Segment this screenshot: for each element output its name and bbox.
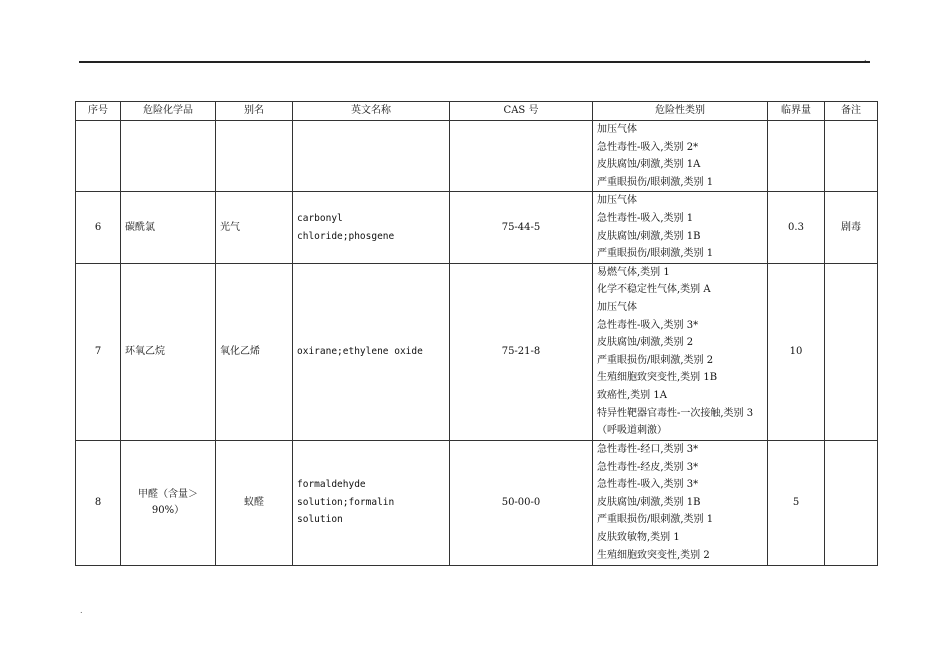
cell-remark (825, 263, 878, 440)
hazard-line: 生殖细胞致突变性,类别 1B (597, 372, 718, 384)
cell-alias: 光气 (216, 192, 293, 263)
cell-remark: 剧毒 (825, 192, 878, 263)
cell-threshold: 10 (768, 263, 825, 440)
cell-remark (825, 121, 878, 192)
cell-threshold: 5 (768, 440, 825, 565)
cell-no: 6 (76, 192, 121, 263)
corner-mark-bottom: . (80, 606, 83, 615)
cell-cas: 75-21-8 (450, 263, 593, 440)
hazard-line: 急性毒性-吸入,类别 3* (597, 319, 699, 331)
hazard-line: 皮肤致敏物,类别 1 (597, 532, 680, 544)
hazard-line: 急性毒性-经皮,类别 3* (597, 461, 699, 473)
header-chemical-name: 危险化学品 (121, 102, 216, 121)
table-row (76, 121, 878, 192)
hazard-line: 化学不稳定性气体,类别 A (597, 284, 711, 296)
cell-alias (216, 121, 293, 192)
header-no: 序号 (76, 102, 121, 121)
cell-remark (825, 440, 878, 565)
cell-chemical-name: 甲醛（含量＞90%） (121, 440, 216, 565)
cell-hazard-category (593, 440, 768, 565)
cell-chemical-name: 环氧乙烷 (121, 263, 216, 440)
cell-no: 7 (76, 263, 121, 440)
cell-english-name: oxirane;ethylene oxide (293, 263, 450, 440)
hazard-line: 严重眼损伤/眼刺激,类别 2 (597, 354, 714, 366)
cell-chemical-name (121, 121, 216, 192)
hazard-line: 加压气体 (597, 301, 637, 313)
hazardous-chemicals-table (75, 101, 878, 566)
cell-alias: 蚁醛 (216, 440, 293, 565)
header-hazard-category: 危险性类别 (593, 102, 768, 121)
cell-no: 8 (76, 440, 121, 565)
hazard-line: 加压气体 (597, 195, 637, 207)
hazard-line: 皮肤腐蚀/刺激,类别 1A (597, 159, 701, 171)
table-row (76, 263, 878, 440)
cell-alias: 氧化乙烯 (216, 263, 293, 440)
corner-mark-top: . (864, 54, 867, 63)
hazard-line: 严重眼损伤/眼刺激,类别 1 (597, 176, 714, 188)
cell-threshold (768, 121, 825, 192)
table-row (76, 192, 878, 263)
hazard-line: 生殖细胞致突变性,类别 2 (597, 549, 710, 561)
hazard-line: 急性毒性-吸入,类别 2* (597, 141, 699, 153)
hazard-line: 易燃气体,类别 1 (597, 266, 670, 278)
cell-hazard-category (593, 121, 768, 192)
header-alias: 别名 (216, 102, 293, 121)
cell-cas: 75-44-5 (450, 192, 593, 263)
header-cas: CAS 号 (450, 102, 593, 121)
header-english-name: 英文名称 (293, 102, 450, 121)
cell-english-name: formaldehyde solution;formalin solution (293, 440, 450, 565)
cell-english-name: carbonyl chloride;phosgene (293, 192, 450, 263)
hazard-line: 急性毒性-吸入,类别 1 (597, 212, 694, 224)
hazard-line: 加压气体 (597, 124, 637, 135)
cell-threshold: 0.3 (768, 192, 825, 263)
hazard-line: 皮肤腐蚀/刺激,类别 1B (597, 230, 701, 242)
cell-chemical-name: 碳酰氯 (121, 192, 216, 263)
table-header-row (76, 102, 878, 121)
cell-no (76, 121, 121, 192)
hazard-line: 严重眼损伤/眼刺激,类别 1 (597, 248, 714, 260)
hazard-line: 皮肤腐蚀/刺激,类别 2 (597, 337, 694, 349)
cell-cas: 50-00-0 (450, 440, 593, 565)
hazard-line: 致癌性,类别 1A (597, 389, 667, 401)
cell-cas (450, 121, 593, 192)
hazard-line: 严重眼损伤/眼刺激,类别 1 (597, 514, 714, 526)
table-row (76, 440, 878, 565)
hazard-line: 急性毒性-经口,类别 3* (597, 444, 699, 456)
header-threshold: 临界量 (768, 102, 825, 121)
hazard-line: 特异性靶器官毒性-一次接触,类别 3（呼吸道刺激） (597, 407, 754, 437)
cell-hazard-category (593, 263, 768, 440)
header-rule (79, 61, 870, 63)
cell-english-name (293, 121, 450, 192)
hazard-line: 急性毒性-吸入,类别 3* (597, 479, 699, 491)
cell-hazard-category (593, 192, 768, 263)
hazard-line: 皮肤腐蚀/刺激,类别 1B (597, 496, 701, 508)
header-remark: 备注 (825, 102, 878, 121)
